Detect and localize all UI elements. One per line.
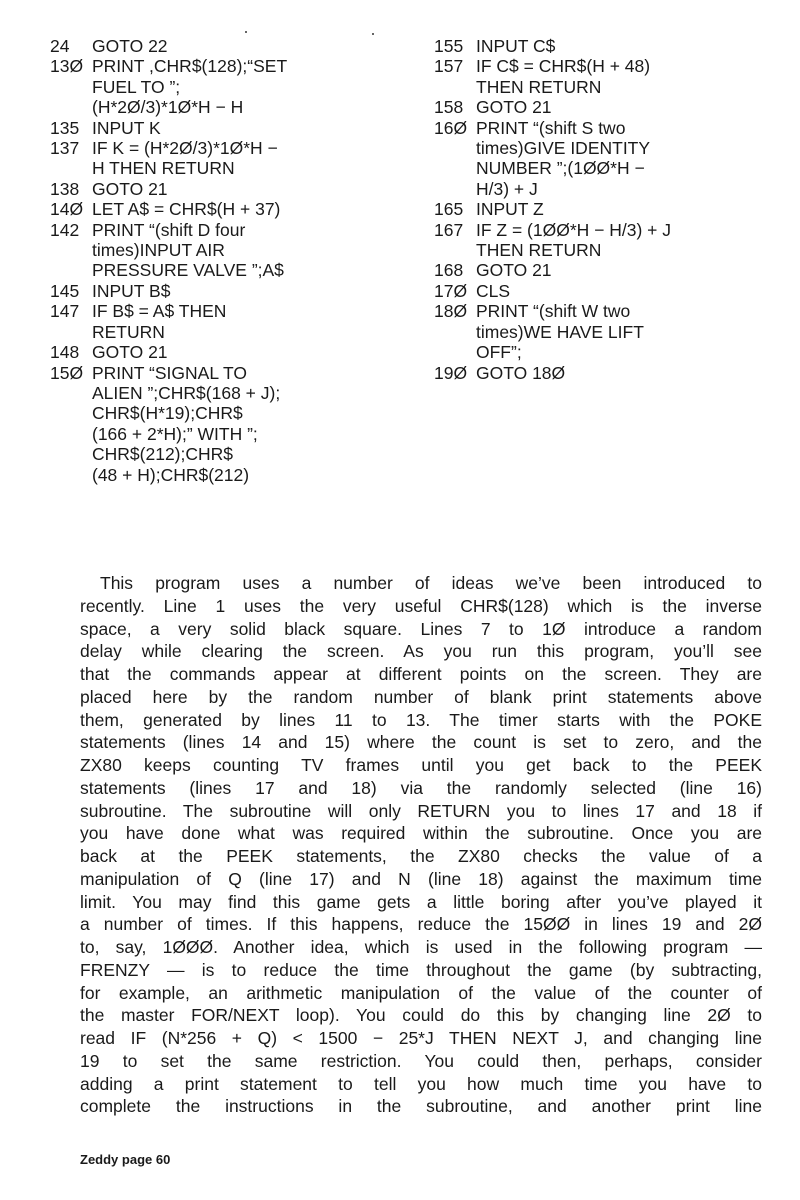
paragraph-line: back at the PEEK statements, the ZX80 checks the value of a [80, 846, 762, 866]
line-number: 19Ø [434, 362, 468, 383]
paragraph-line: complete the instructions in the subroutine, and another print line [80, 1096, 762, 1117]
paragraph-line: statements (lines 17 and 18) via the randomly selected (line 16) [80, 777, 762, 798]
code-statement [434, 260, 774, 280]
paragraph-line: ZX80 keeps counting TV frames until you get back to the PEEK [80, 755, 762, 775]
line-number: 168 [434, 260, 464, 281]
code-text [476, 199, 774, 219]
line-number: 165 [434, 199, 464, 220]
code-line: IF C$ = CHR$(H + 48) [476, 56, 651, 77]
code-line: PRINT ,CHR$(128);“SET [92, 56, 288, 77]
code-line: IF Z = (1ØØ*H − H/3) + J [476, 219, 671, 240]
paragraph-line: the master FOR/NEXT loop). You could do this by changing line 2Ø to [80, 1005, 762, 1026]
code-line: INPUT Z [476, 199, 544, 220]
code-line: CHR$(H*19);CHR$ [92, 403, 243, 424]
code-line: INPUT K [92, 117, 161, 138]
code-line: PRESSURE VALVE ”;A$ [92, 260, 284, 281]
line-number: 16Ø [434, 117, 468, 138]
paragraph-line: manipulation of Q (line 17) and N (line 18) against the maximum time [80, 868, 762, 889]
code-text [92, 220, 420, 281]
code-text [92, 301, 420, 342]
scan-speck [245, 31, 247, 33]
code-line: CHR$(212);CHR$ [92, 444, 234, 465]
code-line: GOTO 21 [476, 97, 552, 118]
code-line: times)WE HAVE LIFT [476, 321, 644, 342]
code-line: (48 + H);CHR$(212) [92, 464, 250, 485]
code-statement [50, 342, 420, 362]
code-line: THEN RETURN [476, 240, 602, 261]
scan-speck [372, 33, 374, 35]
paragraph-line: This program uses a number of ideas we’ve been introduced to [100, 573, 762, 593]
paragraph-line: a number of times. If this happens, reduce the 15ØØ in lines 19 and 2Ø [80, 914, 762, 935]
code-line: PRINT “(shift D four [92, 219, 246, 240]
code-listing-left [50, 36, 420, 485]
code-statement [50, 36, 420, 56]
code-statement [50, 363, 420, 485]
line-number: 138 [50, 178, 80, 199]
code-line: OFF”; [476, 342, 522, 363]
code-statement [434, 199, 774, 219]
line-number: 14Ø [50, 199, 84, 220]
paragraph-line: FRENZY — is to reduce the time throughout the game (by subtracting, [80, 959, 762, 980]
paragraph-line: you have done what was required within the subroutine. Once you are [80, 823, 762, 844]
code-statement [50, 301, 420, 342]
line-number: 13Ø [50, 56, 84, 77]
code-text [92, 281, 420, 301]
code-line: times)INPUT AIR [92, 240, 225, 261]
paragraph-line: 19 to set the same restriction. You could then, perhaps, consider [80, 1050, 762, 1071]
line-number: 157 [434, 56, 464, 77]
line-number: 155 [434, 36, 464, 56]
code-line: PRINT “SIGNAL TO [92, 362, 247, 383]
code-text [92, 179, 420, 199]
code-line: GOTO 21 [476, 260, 552, 281]
paragraph-line: recently. Line 1 uses the very useful CHR$(128) which is the inverse [80, 595, 762, 616]
code-statement [434, 97, 774, 117]
code-listing-right [434, 36, 774, 383]
code-statement [434, 220, 774, 261]
code-text [476, 281, 774, 301]
line-number: 18Ø [434, 301, 468, 322]
code-text [476, 36, 774, 56]
line-number: 158 [434, 97, 464, 118]
code-text [476, 97, 774, 117]
code-statement [434, 301, 774, 362]
code-line: THEN RETURN [476, 76, 602, 97]
code-statement [50, 138, 420, 179]
code-line: PRINT “(shift W two [476, 301, 631, 322]
code-line: LET A$ = CHR$(H + 37) [92, 199, 281, 220]
code-line: IF B$ = A$ THEN [92, 301, 227, 322]
paragraph-line: space, a very solid black square. Lines 7 to 1Ø introduce a random [80, 618, 762, 639]
paragraph-line: delay while clearing the screen. As you run this program, you’ll see [80, 641, 762, 662]
code-text [476, 118, 774, 200]
paragraph-line: placed here by the random number of blank print statements above [80, 686, 762, 707]
code-statement [434, 363, 774, 383]
paragraph-line: limit. You may find this game gets a little boring after you’ve played it [80, 891, 762, 912]
code-text [92, 118, 420, 138]
line-number: 167 [434, 219, 464, 240]
code-text [92, 56, 420, 117]
paragraph-line: for example, an arithmetic manipulation of the value of the counter of [80, 982, 762, 1003]
code-text [92, 342, 420, 362]
code-text [476, 220, 774, 261]
code-line: (H*2Ø/3)*1Ø*H − H [92, 97, 244, 118]
code-text [476, 260, 774, 280]
code-line: GOTO 22 [92, 36, 168, 56]
line-number: 145 [50, 280, 80, 301]
code-text [92, 138, 420, 179]
code-statement [50, 179, 420, 199]
code-text [92, 36, 420, 56]
code-text [476, 56, 774, 97]
paragraph-line: adding a print statement to tell you how much time you have to [80, 1073, 762, 1094]
code-line: IF K = (H*2Ø/3)*1Ø*H − [92, 138, 278, 159]
paragraph-line: that the commands appear at different points on the screen. They are [80, 664, 762, 684]
code-statement [50, 118, 420, 138]
code-statement [50, 220, 420, 281]
body-paragraph [80, 572, 762, 1118]
paragraph-line: to, say, 1ØØØ. Another idea, which is used in the following program — [80, 937, 762, 957]
line-number: 147 [50, 301, 80, 322]
line-number: 137 [50, 138, 80, 159]
code-statement [50, 199, 420, 219]
code-statement [434, 118, 774, 200]
code-statement [434, 36, 774, 56]
code-line: GOTO 21 [92, 342, 168, 363]
code-line: PRINT “(shift S two [476, 117, 626, 138]
code-line: times)GIVE IDENTITY [476, 138, 651, 159]
page-footer: Zeddy page 60 [80, 1152, 171, 1167]
code-text [92, 199, 420, 219]
code-line: (166 + 2*H);” WITH ”; [92, 423, 258, 444]
line-number: 142 [50, 219, 80, 240]
code-line: INPUT B$ [92, 280, 171, 301]
code-line: ALIEN ”;CHR$(168 + J); [92, 382, 281, 403]
code-text [476, 363, 774, 383]
paragraph-line: statements (lines 14 and 15) where the count is set to zero, and the [80, 732, 762, 753]
line-number: 17Ø [434, 280, 468, 301]
code-line: H/3) + J [476, 178, 538, 199]
code-line: GOTO 18Ø [476, 362, 566, 383]
code-line: GOTO 21 [92, 178, 168, 199]
paragraph-line: subroutine. The subroutine will only RETURN you to lines 17 and 18 if [80, 800, 762, 821]
code-statement [50, 56, 420, 117]
code-line: H THEN RETURN [92, 158, 235, 179]
code-line: CLS [476, 280, 511, 301]
line-number: 24 [50, 36, 70, 56]
code-line: FUEL TO ”; [92, 76, 181, 97]
paragraph-line: read IF (N*256 + Q) < 1500 − 25*J THEN NEXT J, and changing line [80, 1028, 762, 1048]
code-statement [50, 281, 420, 301]
code-text [476, 301, 774, 362]
line-number: 135 [50, 117, 80, 138]
code-line: RETURN [92, 321, 165, 342]
code-statement [434, 281, 774, 301]
line-number: 15Ø [50, 362, 84, 383]
code-line: NUMBER ”;(1ØØ*H − [476, 158, 645, 179]
line-number: 148 [50, 342, 80, 363]
code-text [92, 363, 420, 485]
code-statement [434, 56, 774, 97]
code-line: INPUT C$ [476, 36, 556, 56]
paragraph-line: them, generated by lines 11 to 13. The timer starts with the POKE [80, 709, 762, 730]
